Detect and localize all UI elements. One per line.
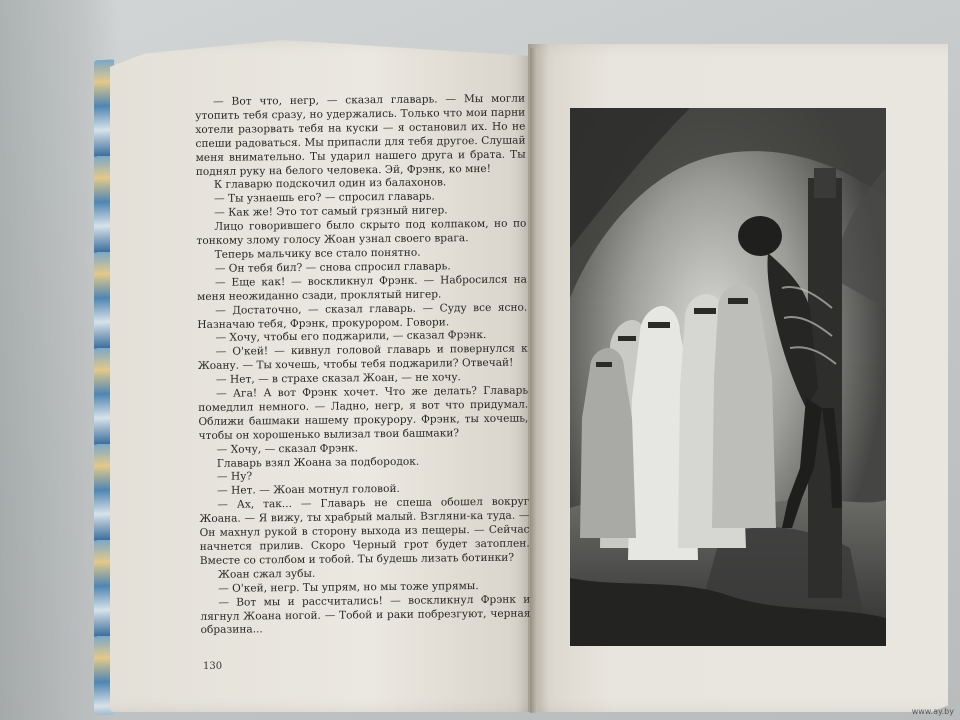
paragraph: Теперь мальчику все стало понятно.: [214, 246, 421, 261]
paragraph: — О'кей! — кивнул головой главарь и повернулся к Жоану. — Ты хочешь, чтобы тебя поджарили? Отвечай!: [197, 342, 528, 373]
watermark: www.ay.by: [911, 707, 954, 716]
paragraph: — Ну?: [216, 470, 253, 484]
paragraph: — Вот что, негр, — сказал главарь. — Мы могли утопить тебя сразу, но удержались. Только что мои парни хотели разорвать тебя на куски — я остановил их. Но не спеши радоваться. Мы припасли для тебя другое. Слушай меня внимательно. Ты ударил нашего друга и брата. Ты поднял руку на белого человека. Эй, Фрэнк, ко мне!: [195, 92, 526, 178]
paragraph: Жоан сжал зубы.: [217, 567, 316, 581]
book-gutter: [530, 48, 538, 713]
paragraph: — Ты узнаешь его? — спросил главарь.: [214, 190, 435, 206]
paragraph: — Он тебя бил? — снова спросил главарь.: [214, 260, 451, 275]
paragraph: — Хочу, чтобы его поджарили, — сказал Фрэнк.: [215, 329, 487, 345]
paragraph: — Нет. — Жоан мотнул головой.: [217, 483, 400, 498]
paragraph: — Вот мы и рассчитались! — воскликнул Фрэнк и лягнул Жоана ногой. — Тобой и раки побрезгуют, черная образина...: [200, 593, 531, 637]
paragraph: К главарю подскочил один из балахонов.: [213, 176, 447, 192]
paragraph: — О'кей, негр. Ты упрям, но мы тоже упрямы.: [218, 579, 479, 595]
left-page-text: [195, 93, 531, 639]
paragraph: Главарь взял Жоана за подбородок.: [216, 455, 420, 470]
cave-illustration: [570, 108, 886, 646]
paragraph: — Как же! Это тот самый грязный нигер.: [214, 204, 448, 220]
illustration-drawing: [570, 108, 886, 646]
paragraph: — Ага! А вот Фрэнк хочет. Что же делать? Главарь помедлил немного. — Ладно, негр, я вот что придумал. Оближи башмаки нашему прокурору. Фрэнк, ты хочешь, чтобы он хорошенько вылизал твои башмаки?: [198, 384, 529, 442]
page-number: 130: [203, 661, 223, 672]
paragraph: — Хочу, — сказал Фрэнк.: [216, 441, 359, 456]
paragraph: — Нет, — в страхе сказал Жоан, — не хочу.: [215, 371, 461, 386]
paragraph: — Ах, так... — Главарь не спеша обошел вокруг Жоана. — Я вижу, ты храбрый малый. Взгляни-ка туда. — Он махнул рукой в сторону выхода из пещеры. — Сейчас начнется прилив. Скоро Черный грот будет затоплен. Вместе со столбом и тобой. Ты будешь лизать ботинки?: [199, 495, 530, 567]
paragraph: — Еще как! — воскликнул Фрэнк. — Набросился на меня неожиданно сзади, проклятый нигер.: [197, 273, 528, 303]
paragraph: — Достаточно, — сказал главарь. — Суду все ясно. Назначаю тебя, Фрэнк, прокурором. Говори.: [197, 301, 528, 331]
paragraph: Лицо говорившего было скрыто под колпаком, но по тонкому злому голосу Жоан узнал своего врага.: [196, 217, 527, 248]
